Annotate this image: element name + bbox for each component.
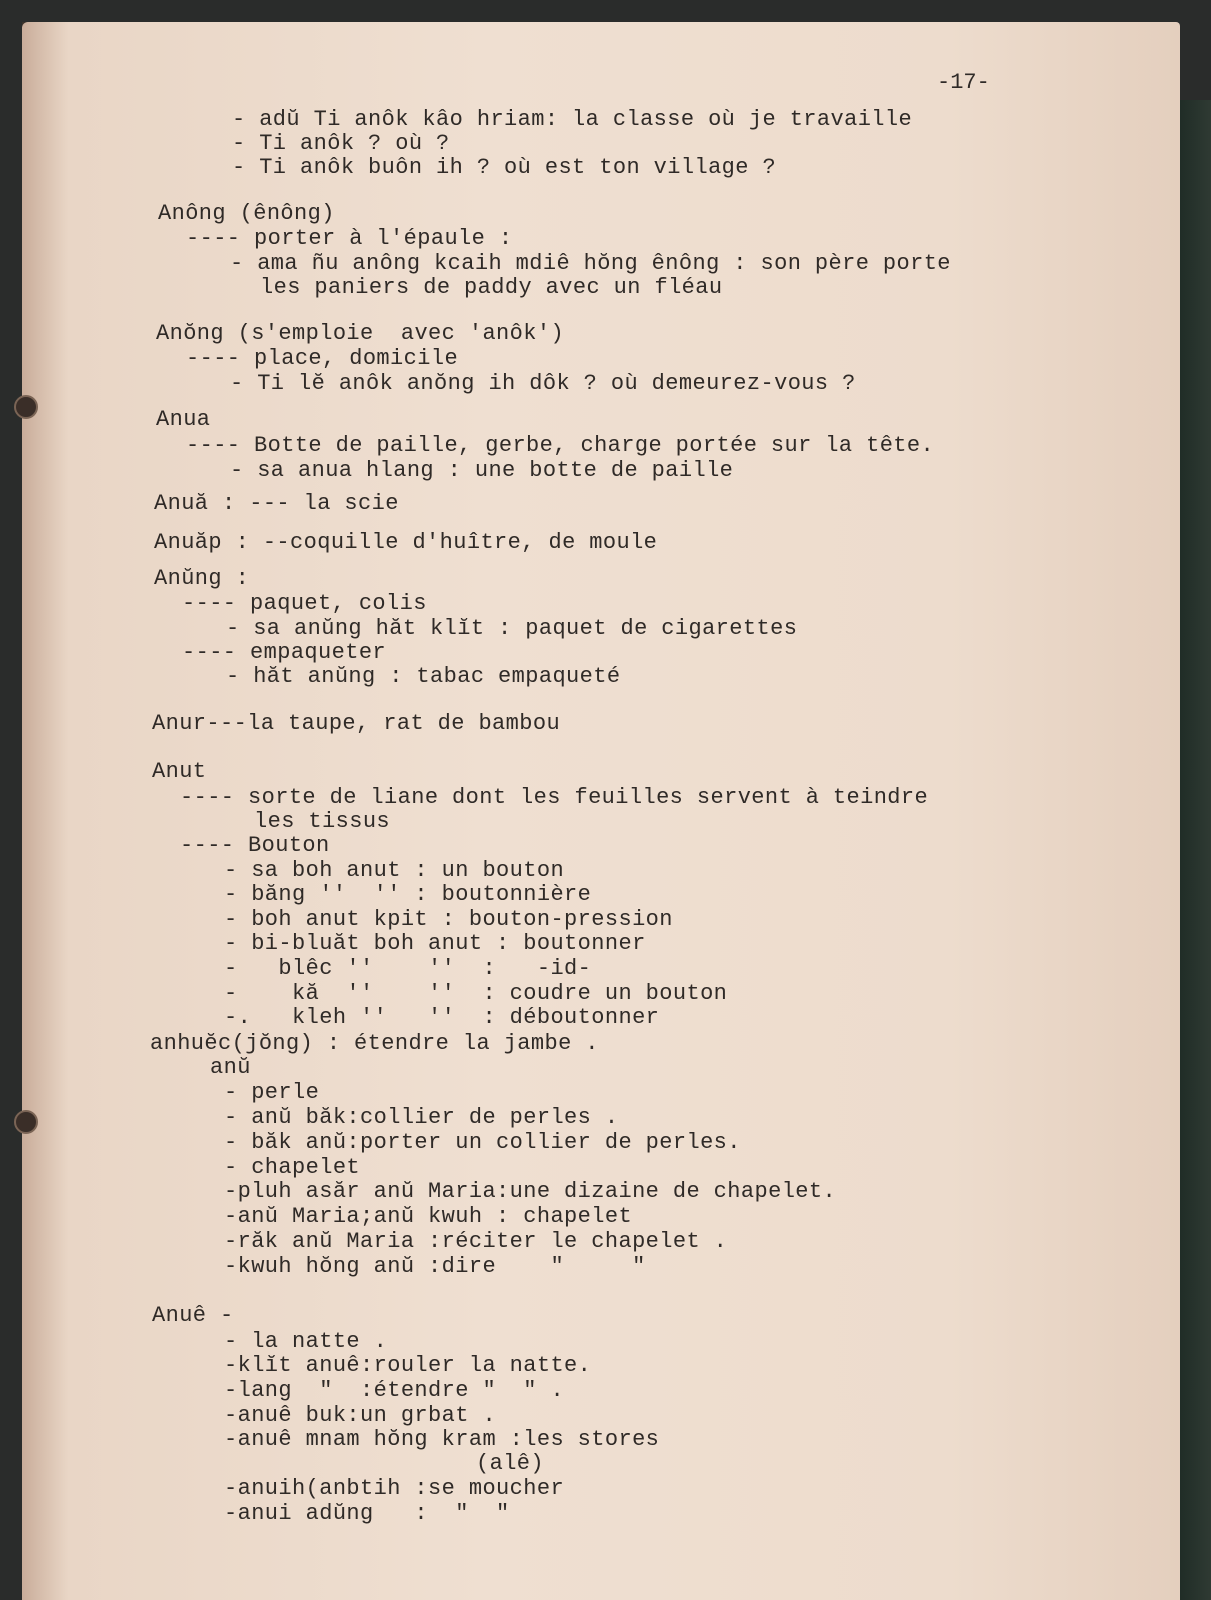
text-line: -anuê mnam hŏng kram :les stores <box>224 1427 660 1452</box>
text-line: - perle <box>224 1080 320 1105</box>
text-line: -anŭ Maria;anŭ kwuh : chapelet <box>224 1204 633 1229</box>
text-line: - sa anŭng hăt klĭt : paquet de cigarettes <box>226 616 798 641</box>
text-line: -anui adŭng : " " <box>224 1501 510 1526</box>
text-line: les tissus <box>254 809 391 834</box>
entry-headword: Anuê - <box>152 1303 234 1328</box>
entry-headword: Anŭng : <box>154 566 250 591</box>
text-line: (alê) <box>476 1451 545 1476</box>
text-line: - bi-bluăt boh anut : boutonner <box>224 931 646 956</box>
document-page <box>22 22 1180 1600</box>
entry-headword: Anuă : --- la scie <box>154 491 399 516</box>
text-line: ---- place, domicile <box>186 346 459 371</box>
text-line: ---- Botte de paille, gerbe, charge portée sur la tête. <box>186 433 935 458</box>
text-line: ---- sorte de liane dont les feuilles servent à teindre <box>180 785 929 810</box>
text-line: - boh anut kpit : bouton-pression <box>224 907 673 932</box>
text-line: - adŭ Ti anôk kâo hriam: la classe où je travaille <box>232 107 913 132</box>
text-line: - băk anŭ:porter un collier de perles. <box>224 1130 741 1155</box>
text-line: -kwuh hŏng anŭ :dire " " <box>224 1254 646 1279</box>
text-line: - kă '' '' : coudre un bouton <box>224 981 728 1006</box>
entry-headword: Anut <box>152 759 207 784</box>
text-line: - sa boh anut : un bouton <box>224 858 565 883</box>
text-line: ---- porter à l'épaule : <box>186 226 513 251</box>
text-line: ---- empaqueter <box>182 640 387 665</box>
entry-headword: Anuăp : --coquille d'huître, de moule <box>154 530 658 555</box>
text-line: -klĭt anuê:rouler la natte. <box>224 1353 592 1378</box>
text-line: - Ti lĕ anôk anŏng ih dôk ? où demeurez-vous ? <box>230 371 856 396</box>
text-line: ---- paquet, colis <box>182 591 427 616</box>
text-line: - sa anua hlang : une botte de paille <box>230 458 734 483</box>
entry-headword: Anur---la taupe, rat de bambou <box>152 711 561 736</box>
text-line: -pluh asăr anŭ Maria:une dizaine de chapelet. <box>224 1179 837 1204</box>
text-line: - Ti anôk ? où ? <box>232 131 450 156</box>
text-line: - hăt anŭng : tabac empaqueté <box>226 664 621 689</box>
entry-headword: Anông (ênông) <box>158 201 335 226</box>
text-line: -răk anŭ Maria :réciter le chapelet . <box>224 1229 728 1254</box>
text-line: - la natte . <box>224 1329 388 1354</box>
entry-headword: Anua <box>156 407 211 432</box>
entry-headword: anhuĕc(jŏng) : étendre la jambe . <box>150 1031 599 1056</box>
text-line: -lang " :étendre " " . <box>224 1378 565 1403</box>
text-line: -anuê buk:un grbat . <box>224 1403 497 1428</box>
text-line: -. kleh '' '' : déboutonner <box>224 1005 660 1030</box>
text-line: ---- Bouton <box>180 833 330 858</box>
text-line: - blêc '' '' : -id- <box>224 956 592 981</box>
text-line: - chapelet <box>224 1155 361 1180</box>
text-line: - ama ñu anông kcaih mdiê hŏng ênông : son père porte <box>230 251 951 276</box>
text-line: - anŭ băk:collier de perles . <box>224 1105 619 1130</box>
text-line: - Ti anôk buôn ih ? où est ton village ? <box>232 155 777 180</box>
page-number: -17- <box>937 70 990 95</box>
entry-headword: Anŏng (s'emploie avec 'anôk') <box>156 321 565 346</box>
text-line: les paniers de paddy avec un fléau <box>260 275 723 300</box>
binder-ring <box>14 1110 38 1134</box>
text-line: -anuih(anbtih :se moucher <box>224 1476 565 1501</box>
binder-ring <box>14 395 38 419</box>
entry-headword: anŭ <box>210 1055 251 1080</box>
text-line: - băng '' '' : boutonnière <box>224 882 592 907</box>
